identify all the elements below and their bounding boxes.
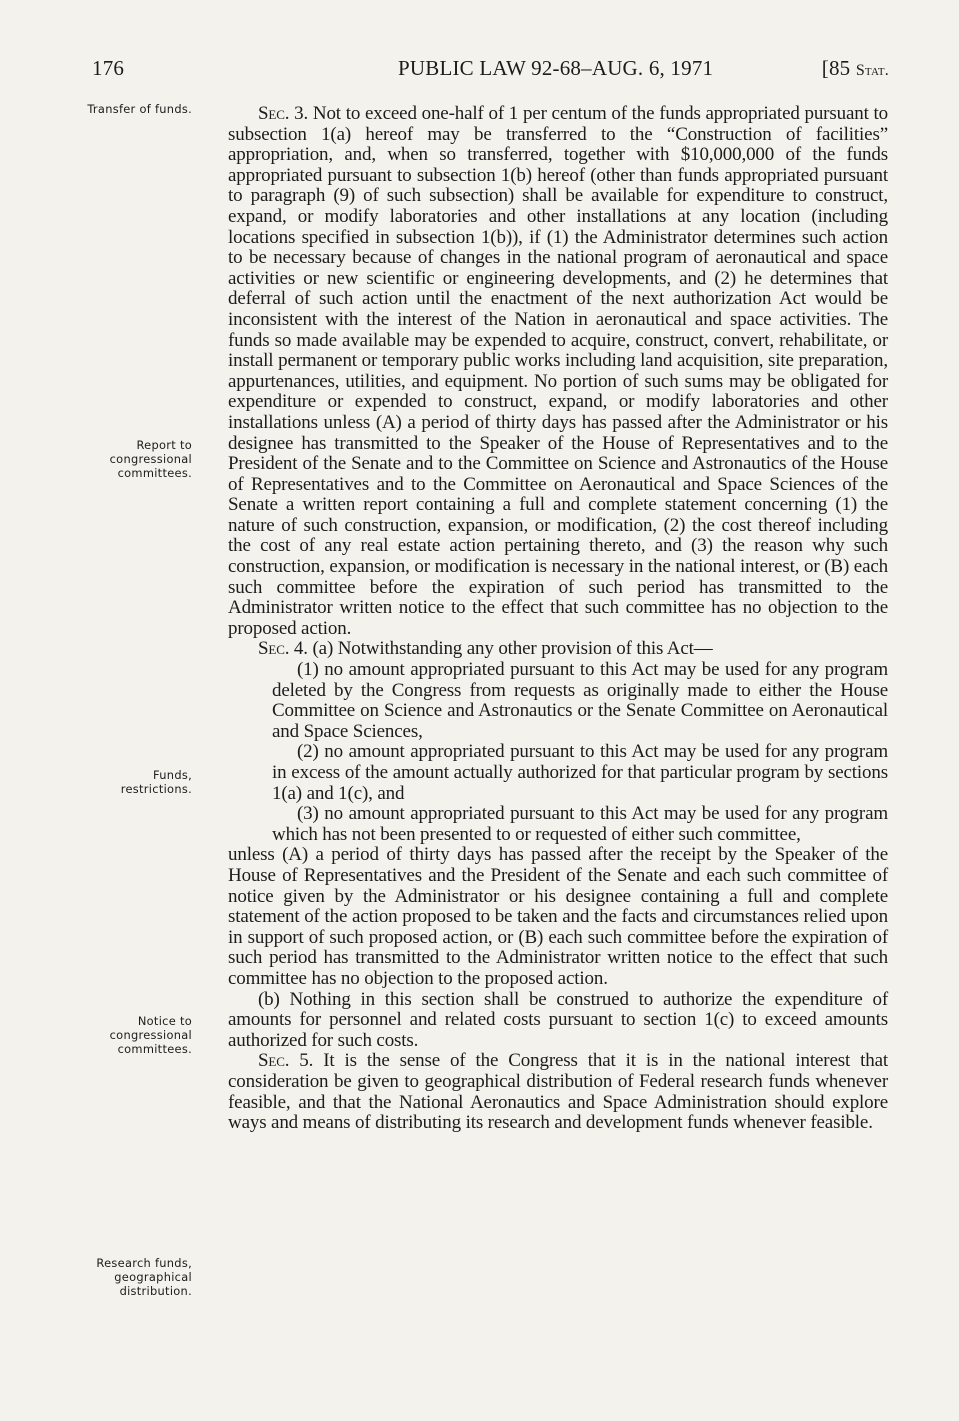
section-4-item-3: (3) no amount appropriated pursuant to this Act may be used for any program which has not been presented to or requested of either such committee, (272, 803, 888, 845)
page-number: 176 (92, 56, 125, 80)
section-3-text: Not to exceed one-half of 1 per centum of the funds appropriated pursuant to subsection 1(a) hereof may be transferred to the “Construction of facilities” appropriation, and, when so transferred, together with $10,000,000 of the funds appropriated pursuant to subsection 1(b) hereof (other than funds appropriated pursuant to paragraph (9) of such subsection) shall be available for expenditure to construct, expand, or modify laboratories and other installations at any location (including locations specified in subsection 1(b)), if (1) the Administrator determines such action to be necessary because of changes in the national program of aeronautical and space activities or new scientific or engineering developments, and (2) he determines that deferral of such action until the enactment of the next authorization Act would be inconsistent with the interest of the Nation in aeronautical and space activities. The funds so made available may be expended to acquire, construct, convert, rehabilitate, or install permanent or temporary public works including land acquisition, site preparation, appurtenances, utilities, and equipment. No portion of such sums may be obligated for expenditure or expended to construct, expand, or modify laboratories and other installations unless (A) a period of thirty days has passed after the Administrator or his designee has transmitted to the Speaker of the House of Representatives and to the President of the Senate and to the Committee on Science and Astronautics of the House of Representatives and to the Committee on Aeronautical and Space Sciences of the Senate a written report containing a full and complete statement concerning (1) the nature of such construction, expansion, or modification, (2) the cost thereof including the cost of any real estate action pertaining thereto, and (3) the reason why such construction, expansion, or modification is necessary in the national interest, or (B) each such committee before the expiration of such period has transmitted to the Administrator written notice to the effect that such committee has no objection to the proposed action. (228, 103, 888, 639)
section-4-item-1: (1) no amount appropriated pursuant to this Act may be used for any program deleted by the Congress from requests as originally made to either the House Committee on Science and Astronautics or the Senate Committee on Aeronautical and Space Sciences, (272, 659, 888, 742)
margin-note-report: Report to congressional committees. (109, 438, 192, 480)
margin-note-notice: Notice to congressional committees. (109, 1014, 192, 1056)
section-4-item-2: (2) no amount appropriated pursuant to this Act may be used for any program in excess of the amount actually authorized for that particular program by sections 1(a) and 1(c), and (272, 741, 888, 804)
section-4-unless-clause: unless (A) a period of thirty days has passed after the receipt by the Speaker of the House of Representatives and the President of the Senate and each such committee of notice given by the Administrator or his designee containing a full and complete statement of the action proposed to be taken and the facts and circumstances relied upon in support of such proposed action, or (B) each such committee before the expiration of such period has transmitted to the Administrator written notice to the effect that such committee has no objection to the proposed action. (228, 844, 888, 989)
section-3-paragraph (228, 104, 888, 639)
section-4b-paragraph: (b) Nothing in this section shall be construed to authorize the expenditure of amounts for personnel and related costs pursuant to section 1(c) to exceed amounts authorized for such costs. (228, 988, 888, 1051)
section-5-text: It is the sense of the Congress that it is in the national interest that consideration be given to geographical distribution of Federal research funds whenever feasible, and that the National Aeronautics and Space Administration should explore ways and means of distributing its research and development funds whenever feasible. (228, 1050, 888, 1134)
section-4-label: Sec. 4. (258, 638, 308, 660)
margin-note-funds: Funds, restrictions. (120, 768, 192, 796)
body-text (228, 104, 888, 1134)
section-4-paragraph (228, 639, 888, 660)
statute-word: Stat. (855, 62, 889, 79)
margin-note-transfer: Transfer of funds. (87, 102, 192, 116)
section-3-label: Sec. 3. (258, 103, 309, 124)
margin-note-research: Research funds, geographical distribution. (96, 1256, 192, 1298)
statute-prefix: [85 (821, 56, 856, 80)
section-4-text: (a) Notwithstanding any other provision of this Act— (307, 638, 713, 660)
header-title: PUBLIC LAW 92-68–AUG. 6, 1971 (398, 56, 714, 80)
running-header (92, 56, 889, 86)
section-5-label: Sec. 5. (258, 1050, 314, 1072)
statute-reference (822, 56, 889, 81)
section-5-paragraph (228, 1051, 888, 1133)
